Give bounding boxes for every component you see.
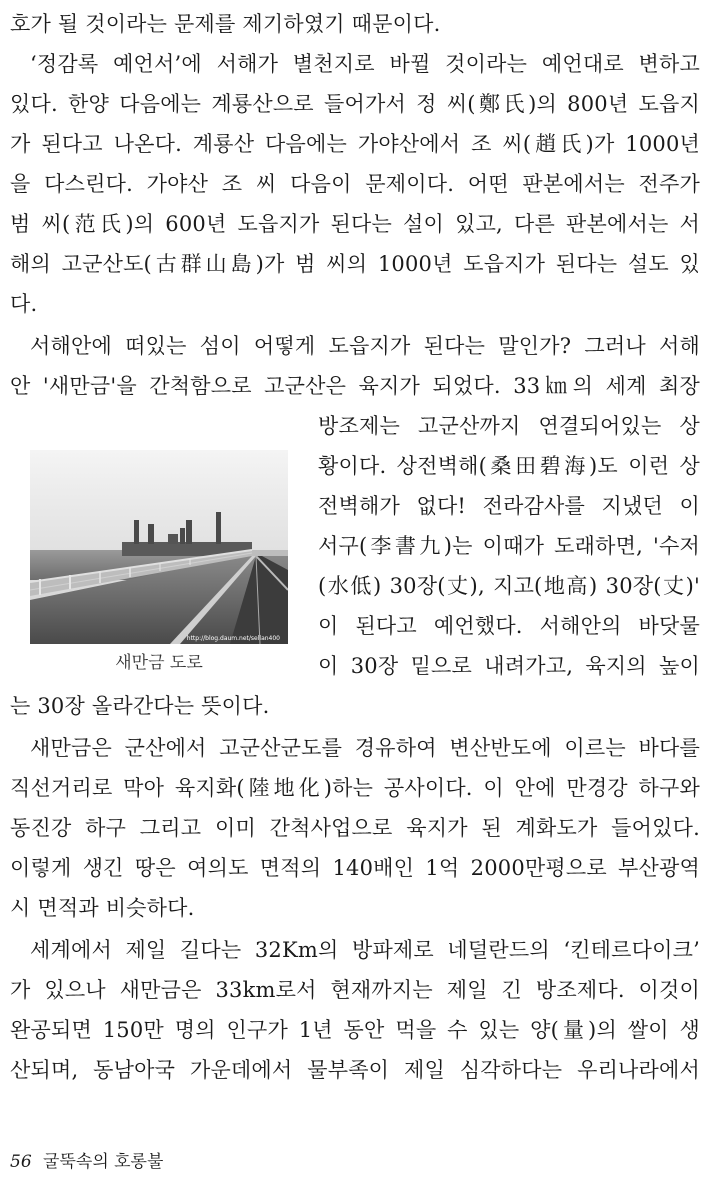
body-line-4: 가 된다고 나온다. 계룡산 다음에는 가야산에서 조 씨(趙氏)가 1000년 (10, 132, 700, 156)
body-line-19: 새만금은 군산에서 고군산군도를 경유하여 변산반도에 이르는 바다를 (30, 736, 700, 760)
saemangeum-road-photo (30, 450, 288, 644)
body-line-3: 있다. 한양 다음에는 계룡산으로 들어가서 정 씨(鄭氏)의 800년 도읍지 (10, 92, 700, 116)
photo-watermark: http://blog.daum.net/sellan400 (186, 635, 280, 642)
body-line-25: 가 있으나 새만금은 33km로서 현재까지는 제일 긴 방조제다. 이것이 (10, 978, 700, 1002)
body-line-2: ‘정감록 예언서’에 서해가 별천지로 바뀔 것이라는 예언대로 변하고 (30, 52, 700, 76)
body-line-20: 직선거리로 막아 육지화(陸地化)하는 공사이다. 이 안에 만경강 하구와 (10, 776, 700, 800)
body-line-14: 서구(李書九)는 이때가 도래하면, '수저 (318, 534, 700, 558)
body-line-21: 동진강 하구 그리고 이미 간척사업으로 육지가 된 계화도가 들어있다. (10, 816, 700, 840)
body-line-9: 서해안에 떠있는 섬이 어떻게 도읍지가 된다는 말인가? 그러나 서해 (30, 334, 700, 358)
photo-caption: 새만금 도로 (115, 653, 203, 673)
body-line-5: 을 다스린다. 가야산 조 씨 다음이 문제이다. 어떤 판본에서는 전주가 (10, 172, 700, 196)
body-line-17: 이 30장 밑으로 내려가고, 육지의 높이 (318, 654, 700, 678)
page-number: 56 (10, 1152, 32, 1172)
body-line-6: 범 씨(范氏)의 600년 도읍지가 된다는 설이 있고, 다른 판본에서는 서 (10, 212, 700, 236)
body-line-1: 호가 될 것이라는 문제를 제기하였기 때문이다. (10, 12, 441, 36)
page-footer (10, 1147, 163, 1177)
body-line-23: 시 면적과 비슷하다. (10, 896, 195, 920)
body-line-11: 방조제는 고군산까지 연결되어있는 상 (318, 414, 700, 438)
body-line-26: 완공되면 150만 명의 인구가 1년 동안 먹을 수 있는 양(量)의 쌀이 생 (10, 1018, 700, 1042)
body-line-18: 는 30장 올라간다는 뜻이다. (10, 694, 270, 718)
body-line-7: 해의 고군산도(古群山島)가 범 씨의 1000년 도읍지가 된다는 설도 있 (10, 252, 700, 276)
book-title: 굴뚝속의 호롱불 (43, 1152, 164, 1172)
body-line-15: (水低) 30장(丈), 지고(地高) 30장(丈)' (318, 574, 700, 598)
body-line-13: 전벽해가 없다! 전라감사를 지냈던 이 (318, 494, 700, 518)
body-line-10: 안 '새만금'을 간척함으로 고군산은 육지가 되었다. 33㎞의 세계 최장 (10, 374, 700, 398)
body-line-8: 다. (10, 292, 38, 316)
body-line-22: 이렇게 생긴 땅은 여의도 면적의 140배인 1억 2000만평으로 부산광역 (10, 856, 700, 880)
body-line-27: 산되며, 동남아국 가운데에서 물부족이 제일 심각하다는 우리나라에서 (10, 1058, 700, 1082)
body-line-16: 이 된다고 예언했다. 서해안의 바닷물 (318, 614, 700, 638)
body-line-24: 세계에서 제일 길다는 32Km의 방파제로 네덜란드의 ‘킨테르다이크’ (30, 938, 700, 962)
body-line-12: 황이다. 상전벽해(桑田碧海)도 이런 상 (318, 454, 700, 478)
